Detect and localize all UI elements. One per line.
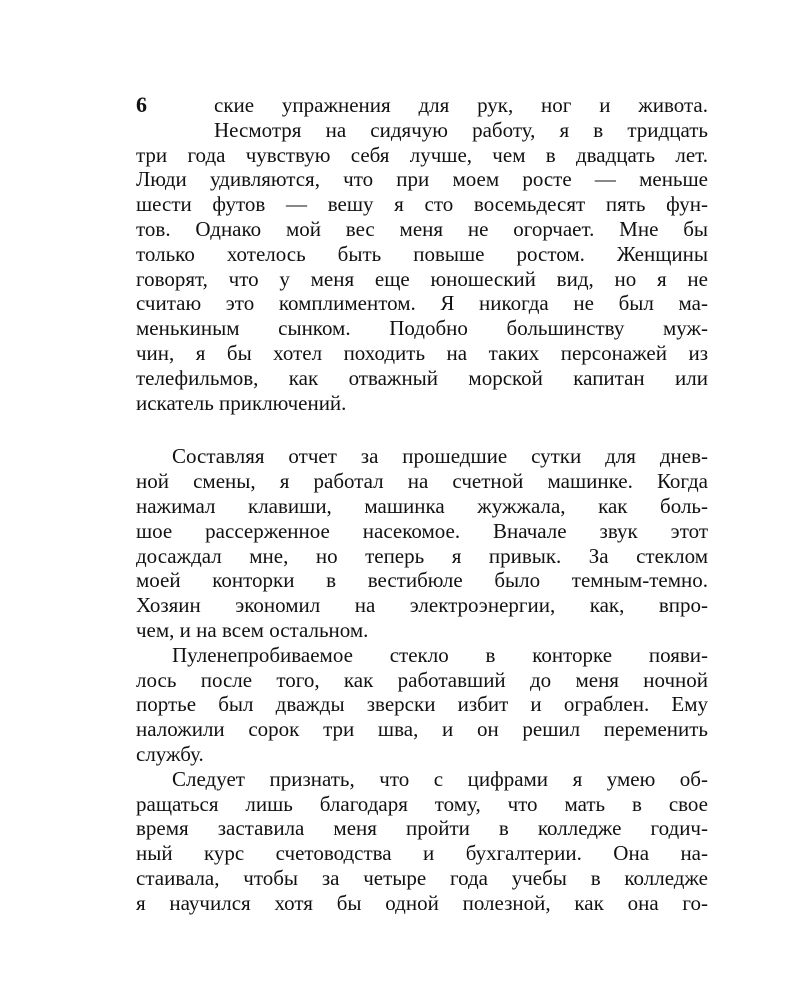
text-line: чин, я бы хотел походить на таких персонажей из xyxy=(136,340,708,365)
text-line: Несмотря на сидячую работу, я в тридцать xyxy=(214,117,708,142)
text-line: Следует признать, что с цифрами я умею об- xyxy=(172,766,708,791)
text-line: только хотелось быть повыше ростом. Женщины xyxy=(136,241,708,266)
text-line: чем, и на всем остальном. xyxy=(136,617,369,642)
text-line: три года чувствую себя лучше, чем в двадцать лет. xyxy=(136,142,708,167)
text-line: говорят, что у меня еще юношеский вид, но я не xyxy=(136,266,708,291)
text-line xyxy=(136,93,708,118)
text-line: лось после того, как работавший до меня ночной xyxy=(136,667,708,692)
text-line: службу. xyxy=(136,741,204,766)
line-text: ские упражнения для рук, ног и живота. xyxy=(214,93,708,117)
text-line: менькиным сынком. Подобно большинству муж- xyxy=(136,316,708,341)
text-line: стаивала, чтобы за четыре года учебы в колледже xyxy=(136,865,708,890)
section-break xyxy=(136,415,708,444)
text-line: телефильмов, как отважный морской капитан или xyxy=(136,365,708,390)
text-line: Хозяин экономил на электроэнергии, как, впро- xyxy=(136,593,708,618)
text-line: искатель приключений. xyxy=(136,390,347,415)
text-line: тов. Однако мой вес меня не огорчает. Мне бы xyxy=(136,216,708,241)
text-line: считаю это комплиментом. Я никогда не был ма- xyxy=(136,291,708,316)
text-line: наложили сорок три шва, и он решил переменить xyxy=(136,717,708,742)
text-line: шести футов — вешу я сто восемьдесят пять фун- xyxy=(136,192,708,217)
text-line: моей конторки в вестибюле было темным-темно. xyxy=(136,568,708,593)
text-line: Составляя отчет за прошедшие сутки для днев- xyxy=(172,444,708,469)
text-line: ращаться лишь благодаря тому, что мать в свое xyxy=(136,791,708,816)
text-line: шое рассерженное насекомое. Вначале звук этот xyxy=(136,518,708,543)
text-line: Пуленепробиваемое стекло в конторке появи- xyxy=(172,642,708,667)
text-line: Люди удивляются, что при моем росте — меньше xyxy=(136,167,708,192)
text-line: портье был дважды зверски избит и ограблен. Ему xyxy=(136,692,708,717)
text-line: нажимал клавиши, машинка жужжала, как боль- xyxy=(136,493,708,518)
text-line: время заставила меня пройти в колледже годич- xyxy=(136,816,708,841)
text-line: ный курс счетоводства и бухгалтерии. Она на- xyxy=(136,841,708,866)
book-page xyxy=(136,93,708,916)
text-line: ной смены, я работал на счетной машинке. Когда xyxy=(136,469,708,494)
text-line: я научился хотя бы одной полезной, как она го- xyxy=(136,890,708,915)
page-number: 6 xyxy=(136,92,147,117)
text-line: досаждал мне, но теперь я привык. За стеклом xyxy=(136,543,708,568)
